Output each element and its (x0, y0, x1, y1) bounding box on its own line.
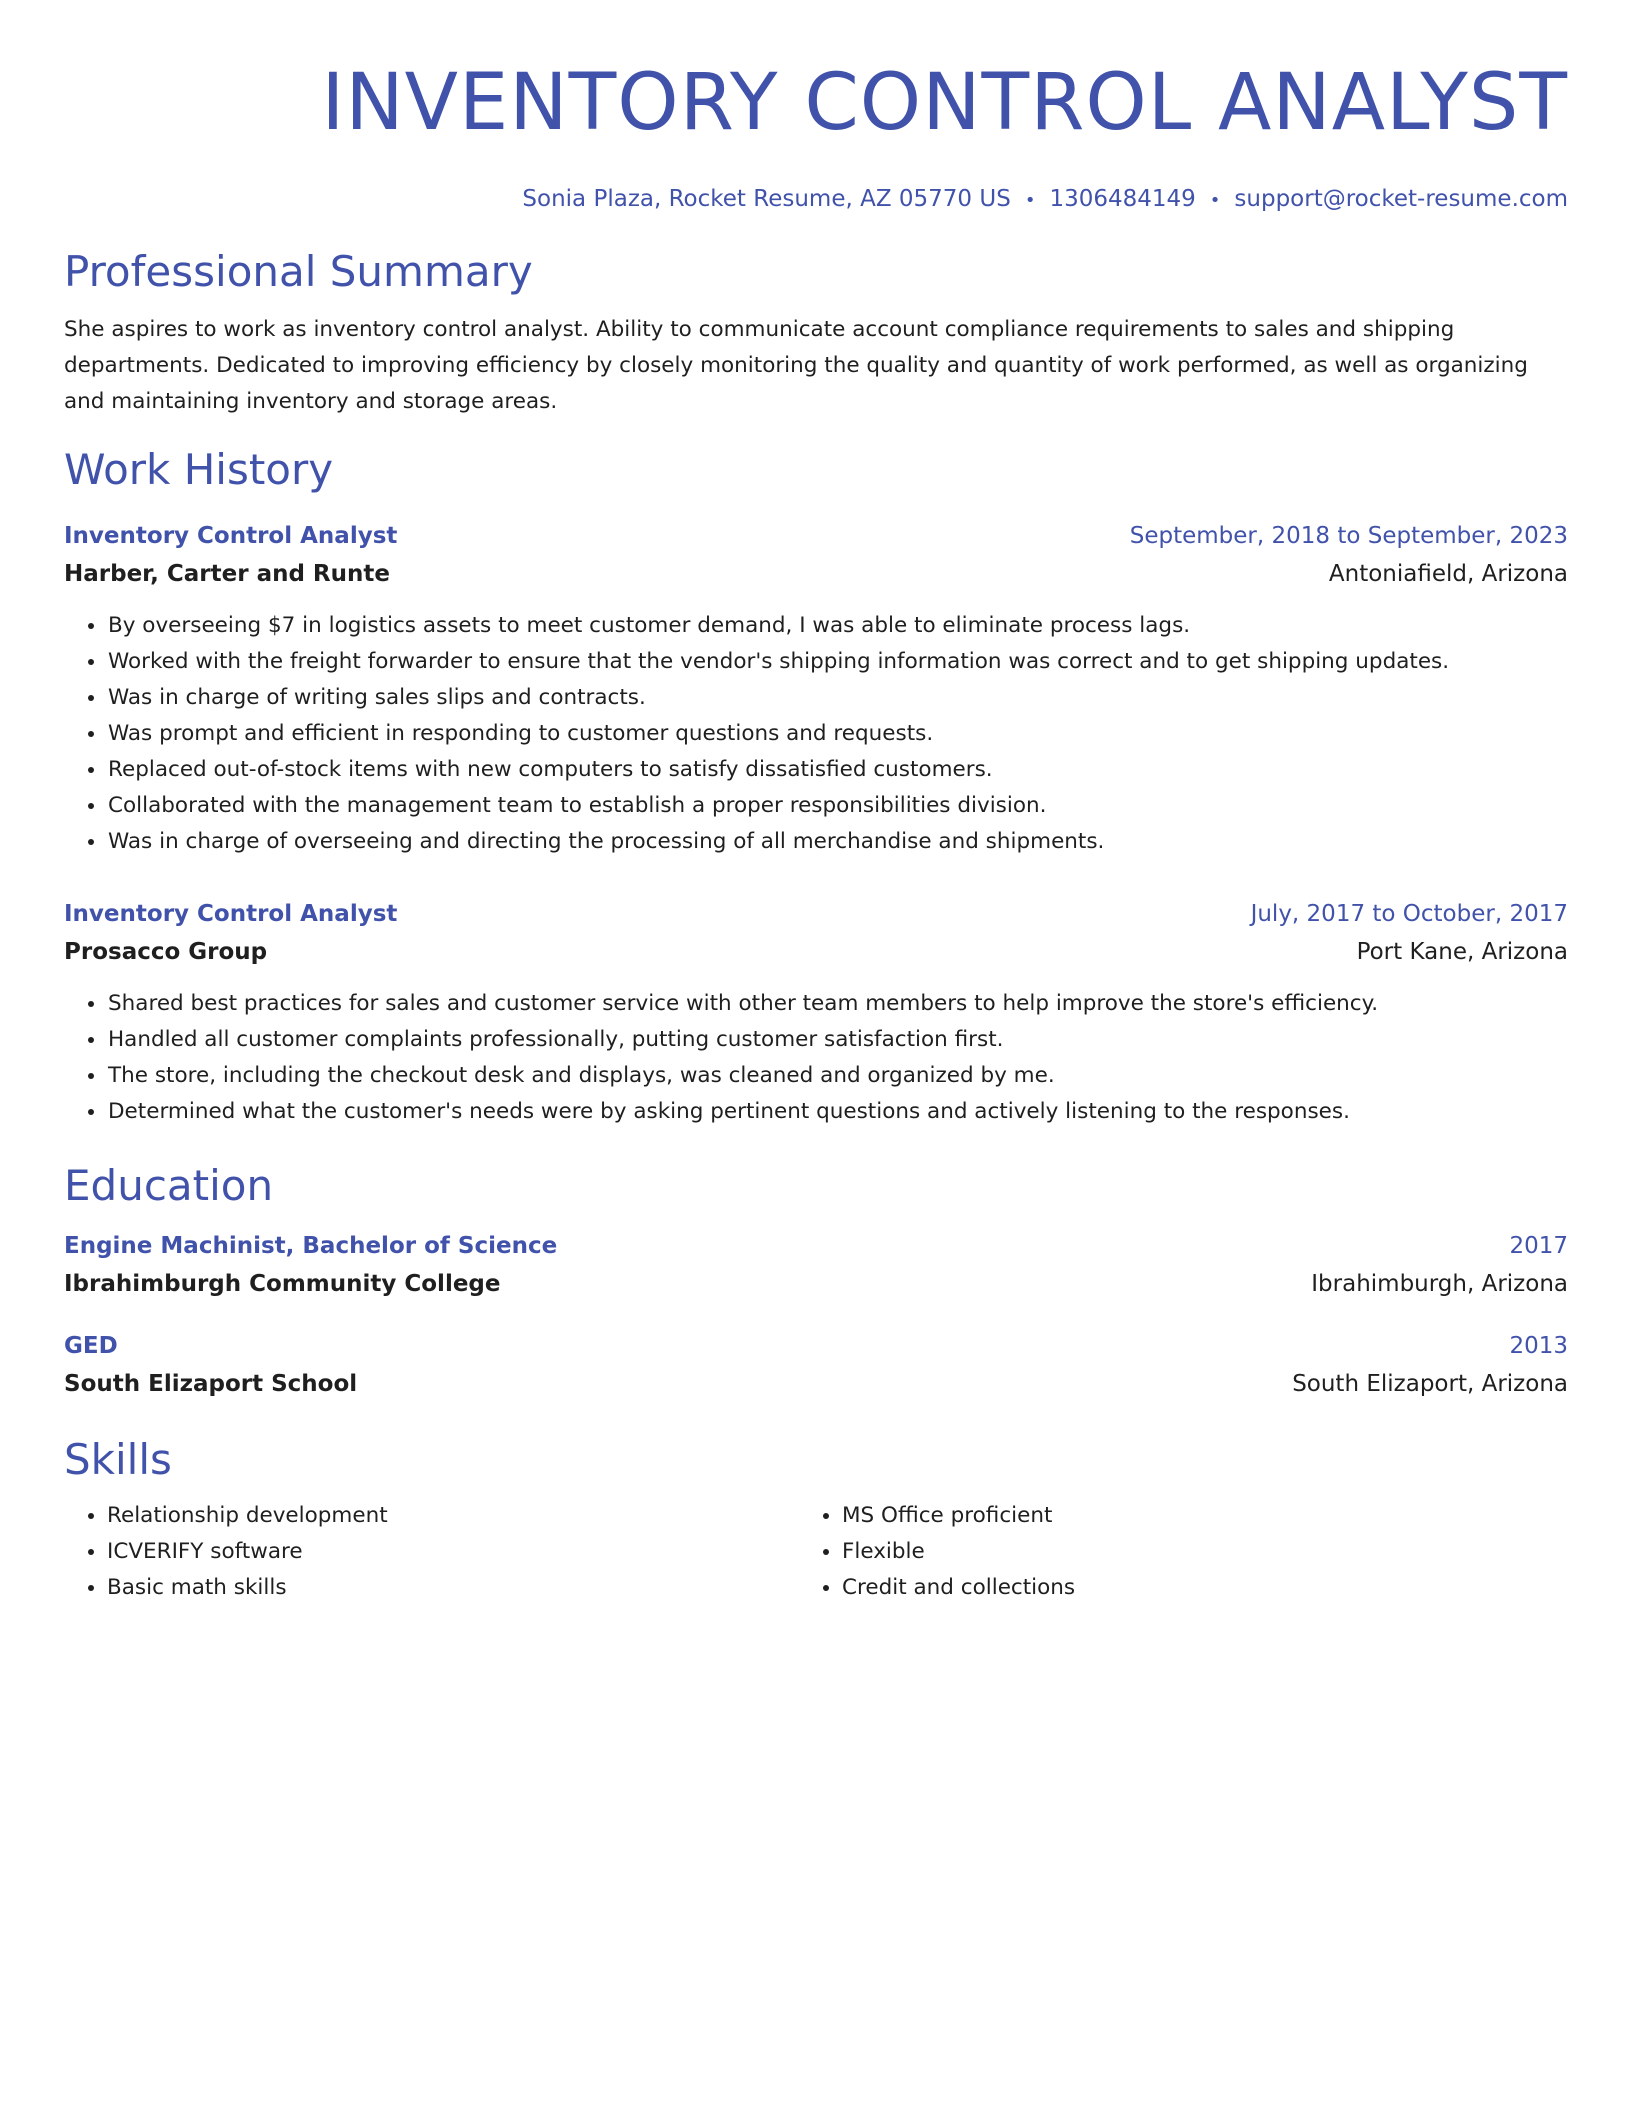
job-bullet: • Determined what the customer's needs were by asking pertinent questions and actively listening to the responses. (107, 1094, 1568, 1130)
job-bullets (64, 986, 1568, 1130)
education-location: South Elizaport, Arizona (1292, 1371, 1568, 1397)
education-entry (64, 1328, 1568, 1404)
education-year: 2017 (1509, 1233, 1568, 1259)
skill-item: • ICVERIFY software (107, 1534, 799, 1570)
work-history-heading: Work History (64, 445, 334, 494)
skills-heading: Skills (64, 1435, 172, 1484)
job-company: Prosacco Group (64, 939, 268, 965)
skills-column-left (64, 1498, 799, 1606)
education-year: 2013 (1509, 1333, 1568, 1359)
candidate-name: INVENTORY CONTROL ANALYST (321, 58, 1568, 148)
job-dates: September, 2018 to September, 2023 (1129, 523, 1568, 549)
job-bullet: • Handled all customer complaints professionally, putting customer satisfaction first. (107, 1022, 1568, 1058)
skills-column-right (799, 1498, 1534, 1606)
contact-address: Sonia Plaza, Rocket Resume, AZ 05770 US (522, 186, 1011, 212)
job-entry (64, 518, 1568, 860)
skill-item: • Credit and collections (842, 1570, 1534, 1606)
job-bullet: • Worked with the freight forwarder to ensure that the vendor's shipping information was correct and to get shipping updates. (107, 644, 1568, 680)
contact-line (64, 184, 1568, 216)
job-location: Port Kane, Arizona (1356, 939, 1568, 965)
education-school: South Elizaport School (64, 1371, 358, 1397)
education-location: Ibrahimburgh, Arizona (1311, 1271, 1568, 1297)
job-bullet: • Was prompt and efficient in responding to customer questions and requests. (107, 716, 1568, 752)
education-school: Ibrahimburgh Community College (64, 1271, 501, 1297)
education-heading: Education (64, 1161, 274, 1210)
job-location: Antoniafield, Arizona (1328, 561, 1568, 587)
job-entry (64, 896, 1568, 1130)
job-bullet: • Replaced out-of-stock items with new computers to satisfy dissatisfied customers. (107, 752, 1568, 788)
job-bullet: • Was in charge of writing sales slips and contracts. (107, 680, 1568, 716)
education-degree: GED (64, 1333, 118, 1359)
job-company: Harber, Carter and Runte (64, 561, 390, 587)
contact-separator: • (1024, 190, 1036, 211)
job-bullet: • By overseeing $7 in logistics assets to meet customer demand, I was able to eliminate process lags. (107, 608, 1568, 644)
job-role: Inventory Control Analyst (64, 523, 398, 549)
job-dates: July, 2017 to October, 2017 (1250, 901, 1568, 927)
education-degree: Engine Machinist, Bachelor of Science (64, 1233, 558, 1259)
contact-phone: 1306484149 (1049, 186, 1196, 212)
education-entry (64, 1228, 1568, 1304)
job-bullet: • Collaborated with the management team to establish a proper responsibilities division. (107, 788, 1568, 824)
job-bullet: • Was in charge of overseeing and directing the processing of all merchandise and shipments. (107, 824, 1568, 860)
job-bullet: • The store, including the checkout desk and displays, was cleaned and organized by me. (107, 1058, 1568, 1094)
job-role: Inventory Control Analyst (64, 901, 398, 927)
contact-email: support@rocket-resume.com (1234, 186, 1568, 212)
skill-item: • Flexible (842, 1534, 1534, 1570)
summary-text: She aspires to work as inventory control analyst. Ability to communicate account compliance requirements to sales and shipping departments. Dedicated to improving efficiency by closely monitoring the quality and quantity of work performed, as well as organizing and maintaining inventory and storage areas. (64, 317, 1528, 414)
job-bullets (64, 608, 1568, 860)
job-bullet: • Shared best practices for sales and customer service with other team members to help improve the store's efficiency. (107, 986, 1568, 1022)
skills-list (64, 1498, 1568, 1606)
skill-item: • Basic math skills (107, 1570, 799, 1606)
summary-heading: Professional Summary (64, 247, 533, 296)
skill-item: • Relationship development (107, 1498, 799, 1534)
contact-separator: • (1209, 190, 1221, 211)
resume-header (64, 0, 1568, 216)
skill-item: • MS Office proficient (842, 1498, 1534, 1534)
